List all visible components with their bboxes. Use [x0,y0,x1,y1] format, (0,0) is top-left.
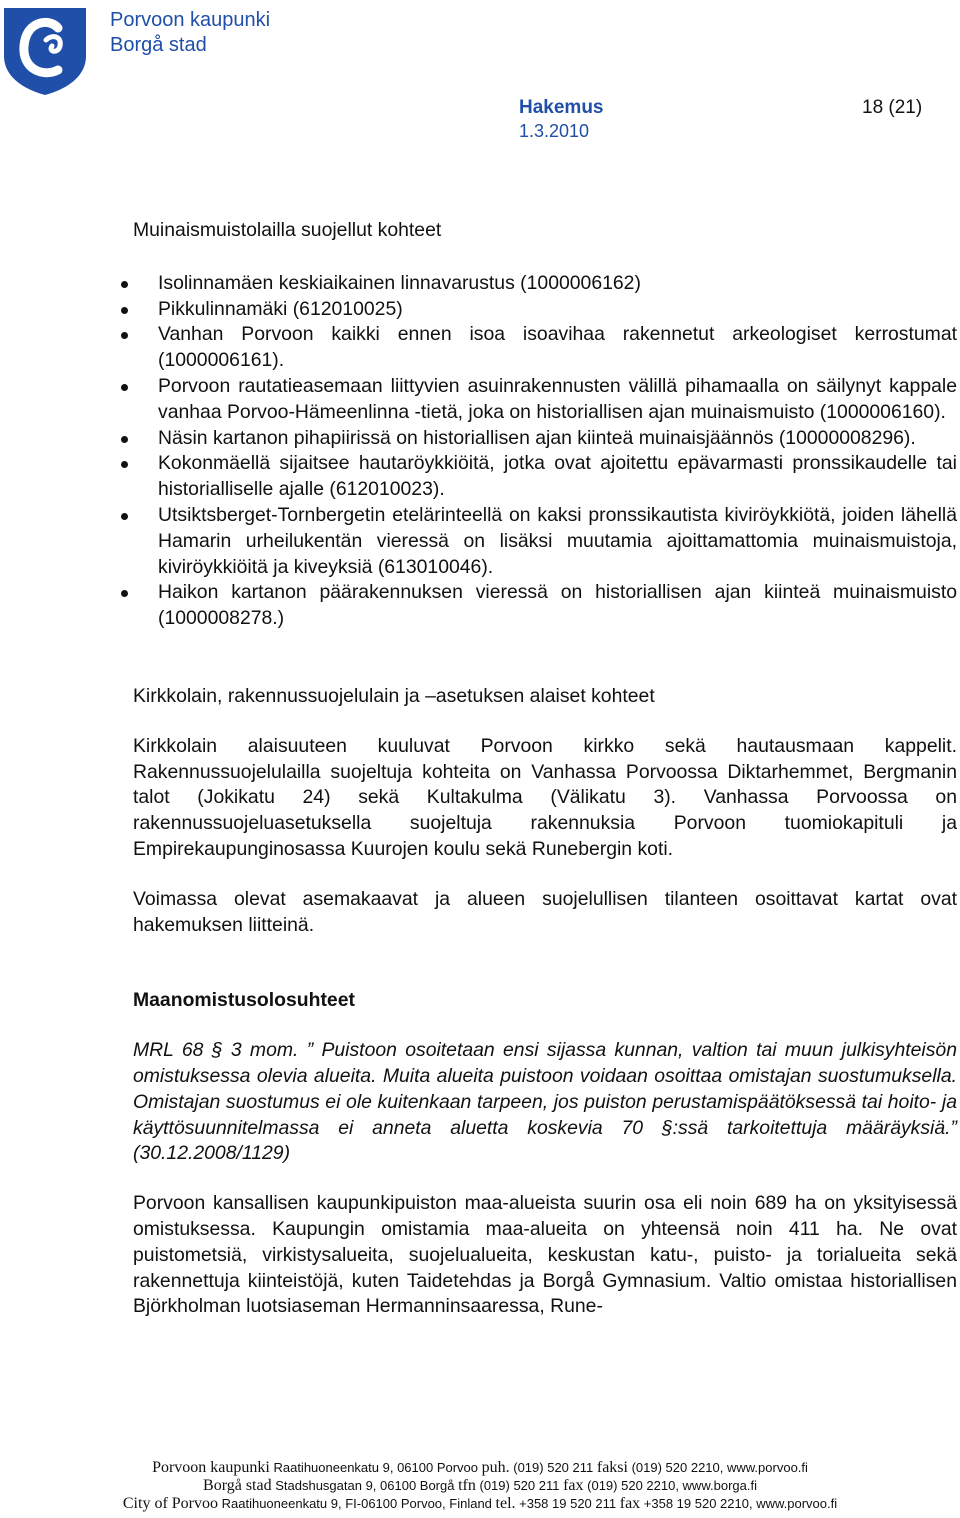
footer-phone: (019) 520 211 [475,1478,564,1493]
law-quote: MRL 68 § 3 mom. ” Puistoon osoitetaan ensi sijassa kunnan, valtion tai muun julkisyhteisön omistuksessa olevia alueita. Muita alueita puistoon voidaan osoittaa omistajan suostumuksella. Omistajan suostumus ei ole kuitenkaan tarpeen, jos puiston perustamispäätöksessä tai hoito- ja käyttösuunnitelmassa ei anneta aluetta koskevia 70 §:ssä tarkoitettuja määräyksiä.” (30.12.2008/1129) [133,1039,957,1165]
footer-fax: +358 19 520 2210, www.porvoo.fi [640,1496,838,1511]
footer-address: Raatihuoneenkatu 9, FI-06100 Porvoo, Finland [218,1496,496,1511]
footer-label: fax [563,1477,584,1494]
footer-phone: (019) 520 211 [509,1460,597,1475]
section-heading-heritage: Muinaismuistolailla suojellut kohteet [133,219,442,241]
list-item: Kokonmäellä sijaitsee hautaröykkiöitä, jotka ovat ajoitettu epävarmasti pronssikaudelle tai historialliselle ajalle (612010023). [133,451,957,503]
footer-phone: +358 19 520 211 [515,1496,620,1511]
paragraph: Porvoon kansallisen kaupunkipuiston maa-alueista suurin osa eli noin 689 ha on yksityisessä omistuksessa. Kaupungin omistamia maa-alueita on yhteensä noin 411 ha. Ne ovat puistometsiä, virkistysalueita, suojelualueita, keskustan katu-, puisto- ja torialueita sekä rakennettuja kiinteistöjä, kuten Taidetehdas ja Borgå Gymnasium. Valtio omistaa historiallisen Björkholman luotsiaseman Hermanninsaaressa, Rune- [133,1192,957,1318]
list-item: Isolinnamäen keskiaikainen linnavarustus (1000006162) [133,271,957,297]
list-item: Porvoon rautatieasemaan liittyvien asuinrakennusten välillä pihamaalla on säilynyt kappale vanhaa Porvoo-Hämeenlinna -tietä, joka on historiallisen ajan muinaismuisto (1000006160). [133,374,957,426]
footer-fax: (019) 520 2210, www.porvoo.fi [627,1460,808,1475]
footer-fax: (019) 520 2210, www.borga.fi [583,1478,757,1493]
list-item: Näsin kartanon pihapiirissä on historiallisen ajan kiinteä muinaisjäännös (10000008296). [133,426,957,452]
paragraph: Voimassa olevat asemakaavat ja alueen suojelullisen tilanteen osoittavat kartat ovat hakemuksen liitteinä. [133,887,957,936]
footer-label: tfn [458,1477,476,1494]
footer-line-en [0,1495,960,1513]
footer-label: fax [619,1495,641,1512]
page-number: 18 (21) [862,97,923,118]
page-footer [0,1459,960,1513]
porvoo-crest-icon [2,6,88,96]
document-type: Hakemus [519,97,604,118]
footer-label: faksi [596,1459,628,1476]
section-heading-ownership: Maanomistusolosuhteet [133,989,355,1012]
footer-name: Borgå stad [203,1477,272,1494]
footer-label: tel. [495,1495,516,1512]
list-item: Vanhan Porvoon kaikki ennen isoa isoavihaa rakennetut arkeologiset kerrostumat (1000006161). [133,322,957,374]
footer-address: Raatihuoneenkatu 9, 06100 Porvoo [269,1460,482,1475]
list-item: Haikon kartanon päärakennuksen vieressä on historiallisen ajan kiinteä muinaismuisto (1000008278.) [133,580,957,632]
footer-label: puh. [481,1459,510,1476]
footer-address: Stadshusgatan 9, 06100 Borgå [271,1478,459,1493]
list-item: Pikkulinnamäki (612010025) [133,297,957,323]
document-body [133,218,957,1320]
heritage-list [133,271,957,632]
footer-name: City of Porvoo [122,1495,218,1512]
org-name-sv: Borgå stad [110,34,207,56]
document-date: 1.3.2010 [519,121,590,141]
footer-line-fi [0,1459,960,1477]
organization-name [110,8,270,58]
list-item: Utsiktsberget-Tornbergetin etelärinteellä on kaksi pronssikautista kiviröykkiötä, joiden lähellä Hamarin urheilukentän vieressä on lisäksi muutamia ajoittamattomia muinaismuistoja, kiviröykkiöitä ja kiveyksiä (613010046). [133,503,957,580]
org-name-fi: Porvoon kaupunki [110,9,271,31]
footer-line-sv [0,1477,960,1495]
footer-name: Porvoon kaupunki [152,1459,270,1476]
paragraph: Kirkkolain alaisuuteen kuuluvat Porvoon kirkko sekä hautausmaan kappelit. Rakennussuojelulailla suojeltuja kohteita on Vanhassa Porvoossa Diktarhemmet, Bergmanin talot (Jokikatu 24) sekä Kultakulma (Välikatu 3). Vanhassa Porvoossa on rakennussuojeluasetuksella suojeltuja rakennuksia Porvoon tuomiokapituli ja Empirekaupunginosassa Kuurojen koulu sekä Runebergin koti. [133,734,957,860]
section-heading-church: Kirkkolain, rakennussuojelulain ja –asetuksen alaiset kohteet [133,684,655,707]
